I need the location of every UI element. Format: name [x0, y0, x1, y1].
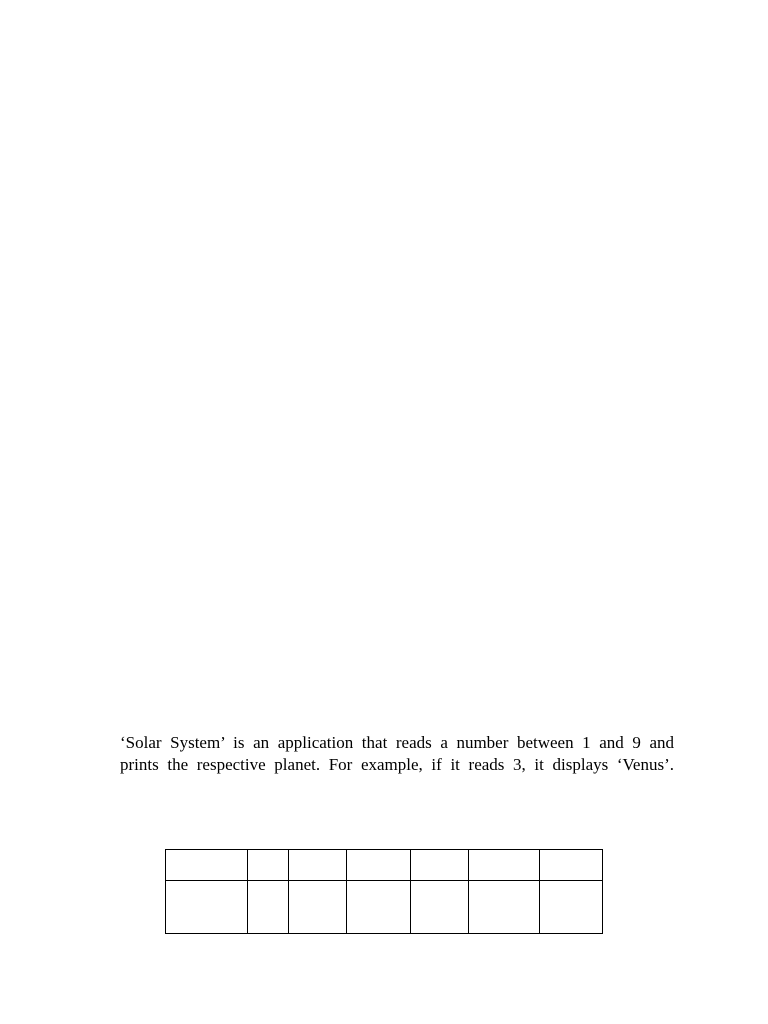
table-cell [289, 881, 347, 934]
blank-answer-table [165, 849, 603, 934]
table-cell [469, 881, 540, 934]
table-cell [540, 881, 603, 934]
table-cell [166, 881, 248, 934]
problem-statement [120, 732, 674, 776]
table-cell [411, 881, 469, 934]
table-row-header [166, 850, 603, 881]
table-cell [166, 850, 248, 881]
table-cell [248, 850, 289, 881]
table-cell [289, 850, 347, 881]
problem-statement-line-1: ‘Solar System’ is an application that reads a number between 1 and 9 and [120, 733, 674, 752]
table-cell [411, 850, 469, 881]
table-cell [248, 881, 289, 934]
table-cell [347, 881, 411, 934]
table-row [166, 881, 603, 934]
problem-statement-line-2: prints the respective planet. For example, if it reads 3, it displays ‘Venus’. [120, 755, 674, 774]
table-cell [347, 850, 411, 881]
table-cell [469, 850, 540, 881]
table-cell [540, 850, 603, 881]
